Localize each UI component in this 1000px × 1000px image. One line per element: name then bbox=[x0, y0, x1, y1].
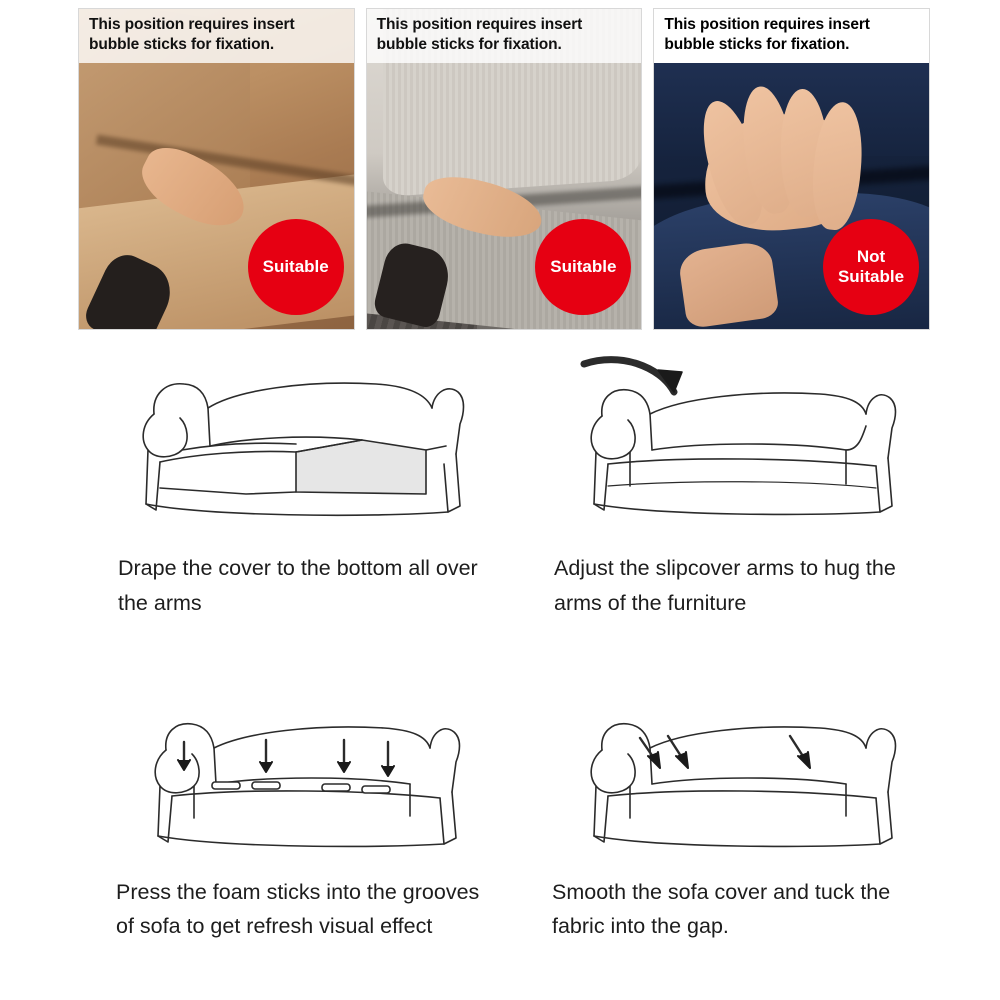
photo-card-navy-sofa bbox=[653, 8, 930, 330]
step-press-foam-label: Press the foam sticks into the grooves of sofa to get refresh visual effect bbox=[116, 879, 480, 939]
step-smooth-label: Smooth the sofa cover and tuck the fabric into the gap. bbox=[552, 879, 891, 939]
photo-caption-2: This position requires insert bubble sticks for fixation. bbox=[367, 9, 642, 63]
photo-caption-1: This position requires insert bubble sticks for fixation. bbox=[79, 9, 354, 63]
status-badge-not-suitable: Not Suitable bbox=[823, 219, 919, 315]
step-press-foam bbox=[78, 675, 514, 945]
photo-caption-3: This position requires insert bubble sticks for fixation. bbox=[654, 9, 929, 63]
steps-row-1 bbox=[78, 336, 950, 621]
photo-card-tan-sofa bbox=[78, 8, 355, 330]
sofa-arrow-arm-illustration bbox=[514, 336, 950, 551]
step-drape-label: Drape the cover to the bottom all over the arms bbox=[118, 556, 478, 615]
step-drape bbox=[78, 336, 514, 621]
step-adjust-arms-label: Adjust the slipcover arms to hug the arms of the furniture bbox=[554, 556, 896, 615]
status-badge-suitable-1: Suitable bbox=[248, 219, 344, 315]
sofa-tuck-arrows-illustration bbox=[514, 675, 950, 875]
step-smooth bbox=[514, 675, 950, 945]
status-badge-suitable-2: Suitable bbox=[535, 219, 631, 315]
sofa-draped-cover-illustration bbox=[78, 336, 514, 551]
instruction-steps bbox=[78, 336, 950, 944]
steps-row-2 bbox=[78, 675, 950, 945]
photo-comparison-row bbox=[78, 8, 930, 330]
sofa-foam-sticks-illustration bbox=[78, 675, 514, 875]
step-adjust-arms bbox=[514, 336, 950, 621]
wrist bbox=[677, 240, 780, 329]
photo-card-grey-sofa bbox=[366, 8, 643, 330]
